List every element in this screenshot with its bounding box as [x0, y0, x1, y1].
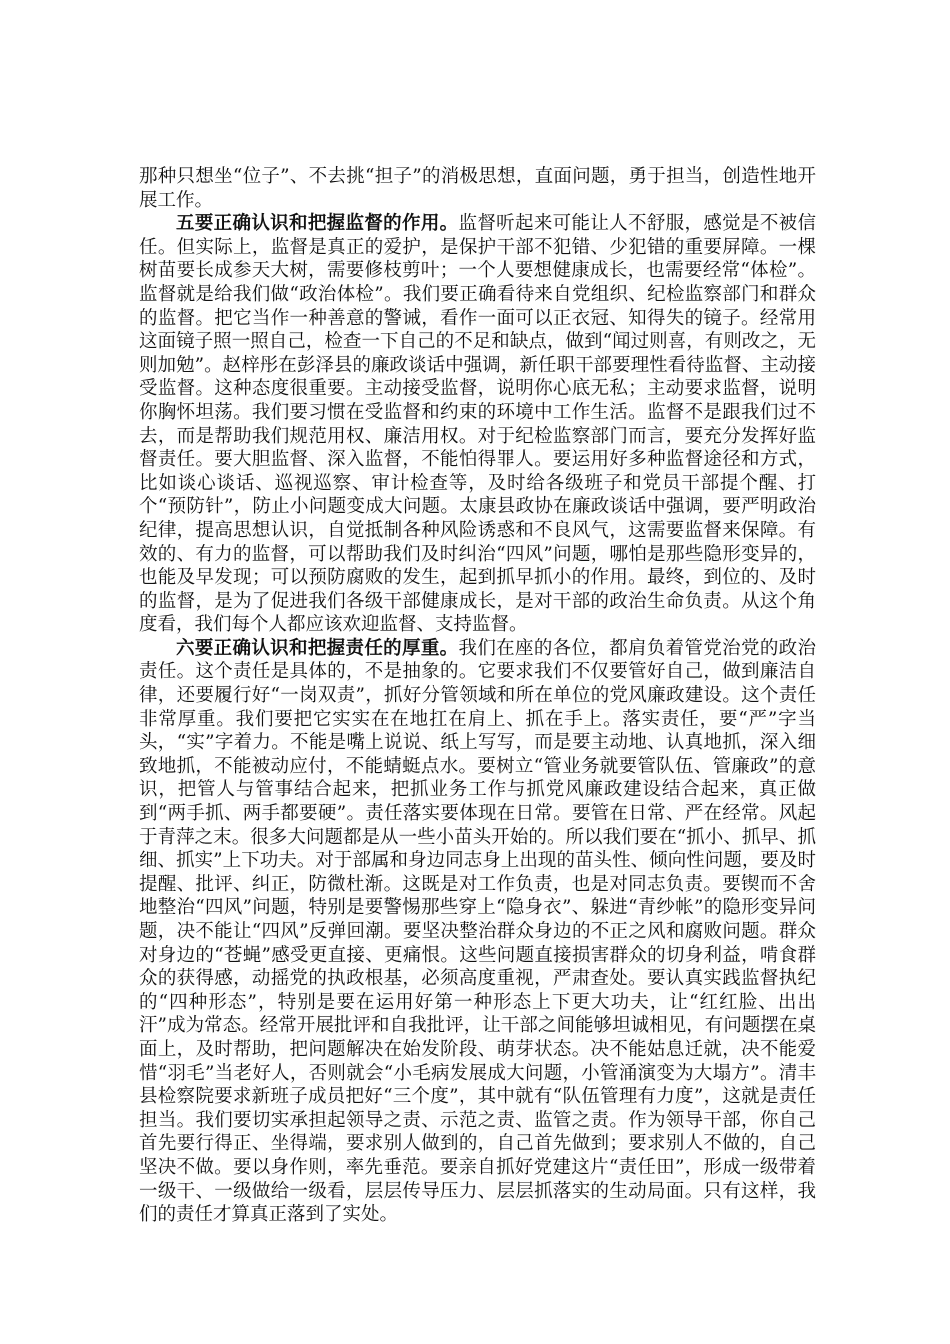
paragraph-supervision [139, 212, 816, 637]
document-page [139, 165, 816, 1227]
paragraph-continued [139, 165, 816, 212]
paragraph-text: 我们在座的各位，都肩负着管党治党的政治责任。这个责任是具体的，不是抽象的。它要求我们不仅要管好自己，做到廉洁自律，还要履行好“一岗双责”，抓好分管领域和所在单位的党风廉政建设。这个责任非常厚重。我们要把它实实在在地扛在肩上、抓在手上。落实责任，要“严”字当头，“实”字着力。不能是嘴上说说、纸上写写，而是要主动地、认真地抓，深入细致地抓，不能被动应付，不能蜻蜓点水。要树立“管业务就要管队伍、管廉政”的意识，把管人与管事结合起来，把抓业务工作与抓党风廉政建设结合起来，真正做到“两手抓、两手都要硬”。责任落实要体现在日常。要管在日常、严在经常。风起于青萍之末。很多大问题都是从一些小苗头开始的。所以我们要在“抓小、抓早、抓细、抓实”上下功夫。对于部属和身边同志身上出现的苗头性、倾向性问题，要及时提醒、批评、纠正，防微杜渐。这既是对工作负责，也是对同志负责。要锲而不舍地整治“四风”问题，特别是要警惕那些穿上“隐身衣”、躲进“青纱帐”的隐形变异问题，决不能让“四风”反弹回潮。要坚决整治群众身边的不正之风和腐败问题。群众对身边的“苍蝇”感受更直接、更痛恨。这些问题直接损害群众的切身利益，啃食群众的获得感，动摇党的执政根基，必须高度重视，严肃查处。要认真实践监督执纪的“四种形态”，特别是要在运用好第一种形态上下更大功夫，让“红红脸、出出汗”成为常态。经常开展批评和自我批评，让干部之间能够坦诚相见，有问题摆在桌面上，及时帮助，把问题解决在始发阶段、萌芽状态。决不能姑息迁就，决不能爱惜“羽毛”当老好人，否则就会“小毛病发展成大问题，小管涌演变为大塌方”。清丰县检察院要求新班子成员把好“三个度”，其中就有“队伍管理有力度”，这就是责任担当。我们要切实承担起领导之责、示范之责、监管之责。作为领导干部，你自己首先要行得正、坐得端，要求别人做到的，自己首先做到；要求别人不做的，自己坚决不做。要以身作则，率先垂范。要亲自抓好党建这片“责任田”，形成一级带着一级干、一级做给一级看，层层传导压力、层层抓落实的生动局面。只有这样，我们的责任才算真正落到了实处。 [139, 637, 816, 1226]
paragraph-heading: 六要正确认识和把握责任的厚重。 [176, 637, 459, 659]
paragraph-text: 监督听起来可能让人不舒服，感觉是不被信任。但实际上，监督是真正的爱护，是保护干部不犯错、少犯错的重要屏障。一棵树苗要长成参天大树，需要修枝剪叶；一个人要想健康成长，也需要经常“体检”。监督就是给我们做“政治体检”。我们要正确看待来自党组织、纪检监察部门和群众的监督。把它当作一种善意的警诫，看作一面可以正衣冠、知得失的镜子。经常用这面镜子照一照自己，检查一下自己的不足和缺点，做到“闻过则喜，有则改之，无则加勉”。赵梓彤在彭泽县的廉政谈话中强调，新任职干部要理性看待监督、主动接受监督。这种态度很重要。主动接受监督，说明你心底无私；主动要求监督，说明你胸怀坦荡。我们要习惯在受监督和约束的环境中工作生活。监督不是跟我们过不去，而是帮助我们规范用权、廉洁用权。对于纪检监察部门而言，要充分发挥好监督责任。要大胆监督、深入监督，不能怕得罪人。要运用好多种监督途径和方式，比如谈心谈话、巡视巡察、审计检查等，及时给各级班子和党员干部提个醒、打个“预防针”，防止小问题变成大问题。太康县政协在廉政谈话中强调，要严明政治纪律，提高思想认识，自觉抵制各种风险诱惑和不良风气，这需要监督来保障。有效的、有力的监督，可以帮助我们及时纠治“四风”问题，哪怕是那些隐形变异的，也能及早发现；可以预防腐败的发生，起到抓早抓小的作用。最终，到位的、及时的监督，是为了促进我们各级干部健康成长，是对干部的政治生命负责。从这个角度看，我们每个人都应该欢迎监督、支持监督。 [139, 213, 816, 636]
paragraph-text: 那种只想坐“位子”、不去挑“担子”的消极思想，直面问题，勇于担当，创造性地开展工作。 [139, 166, 816, 211]
paragraph-heading: 五要正确认识和把握监督的作用。 [176, 213, 459, 235]
paragraph-responsibility [139, 637, 816, 1227]
